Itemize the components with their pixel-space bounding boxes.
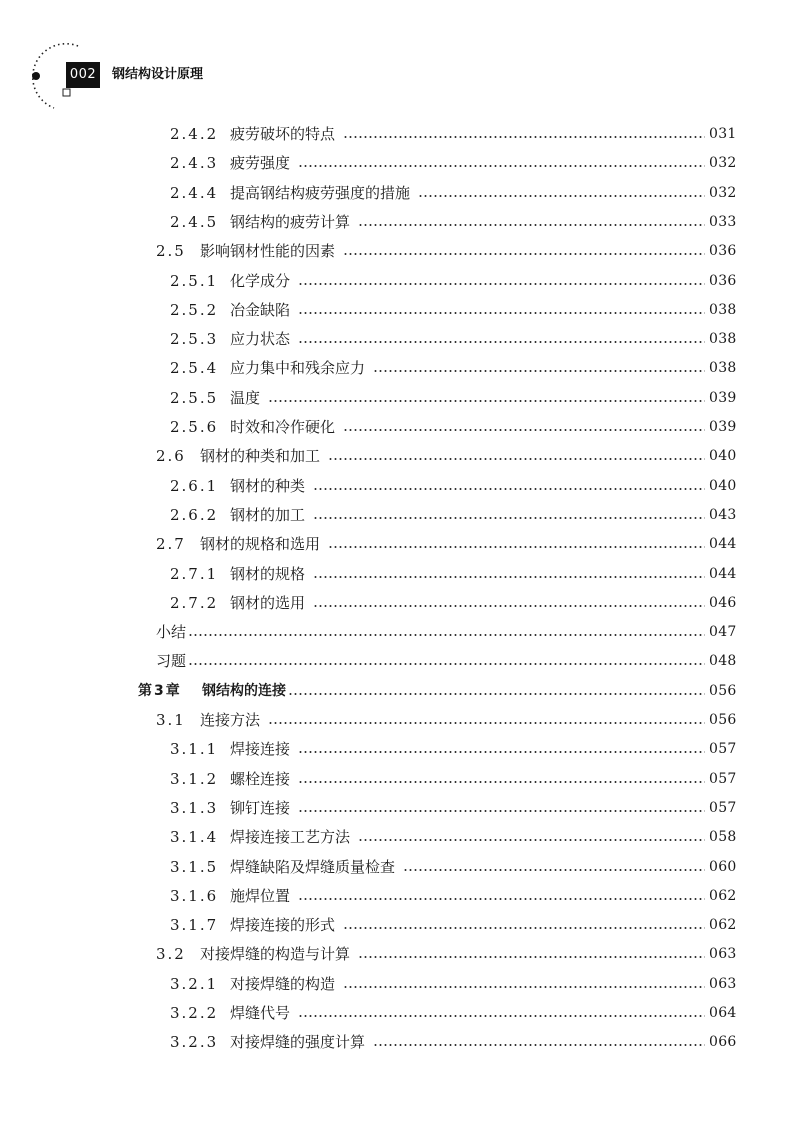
toc-entry-page: 057	[709, 741, 737, 757]
toc-entry-title: 焊接连接工艺方法	[230, 828, 351, 846]
toc-entry-number: 2.4.4	[170, 184, 219, 202]
toc-entry-page: 062	[709, 917, 737, 933]
toc-entry[interactable]	[170, 181, 735, 205]
toc-entry[interactable]	[170, 1030, 735, 1054]
toc-entry-page: 060	[709, 859, 737, 875]
toc-entry-number: 2.7.1	[170, 565, 219, 583]
toc-entry-title: 钢材的规格	[230, 565, 306, 583]
toc-entry-page: 040	[709, 478, 737, 494]
toc-entry-page: 062	[709, 888, 737, 904]
page-header	[0, 0, 790, 110]
toc-entry-number: 2.4.2	[170, 125, 219, 143]
toc-entry-page: 058	[709, 829, 737, 845]
toc-entry-title: 小结	[156, 623, 187, 641]
toc-entry-page: 039	[709, 390, 737, 406]
toc-entry-page: 063	[709, 946, 737, 962]
dot-leader	[298, 796, 705, 820]
toc-entry-page: 063	[709, 976, 737, 992]
toc-entry-title: 钢材的种类和加工	[200, 447, 321, 465]
toc-entry-number: 2.6.1	[170, 477, 219, 495]
toc-entry[interactable]	[170, 825, 735, 849]
toc-entry[interactable]	[170, 503, 735, 527]
toc-entry-page: 064	[709, 1005, 737, 1021]
dot-leader	[328, 444, 705, 468]
dot-leader	[298, 298, 705, 322]
toc-entry-number: 2.5.4	[170, 359, 219, 377]
dot-leader	[268, 386, 705, 410]
toc-entry[interactable]	[170, 737, 735, 761]
dot-leader	[298, 1001, 705, 1025]
toc-entry-title: 时效和冷作硬化	[230, 418, 336, 436]
toc-entry-number: 3.1.3	[170, 799, 219, 817]
toc-entry-number: 2.7	[156, 535, 186, 553]
dot-leader	[328, 532, 705, 556]
dot-leader	[313, 591, 705, 615]
dot-leader	[403, 855, 705, 879]
toc-entry[interactable]	[170, 122, 735, 146]
toc-entry-page: 036	[709, 243, 737, 259]
toc-entry-title: 连接方法	[200, 711, 261, 729]
toc-entry-title: 对接焊缝的强度计算	[230, 1033, 366, 1051]
toc-entry-number: 2.4.3	[170, 154, 219, 172]
toc-entry-number: 3.1.6	[170, 887, 219, 905]
dot-leader	[288, 679, 705, 703]
toc-entry-page: 036	[709, 273, 737, 289]
toc-entry-title: 螺栓连接	[230, 770, 291, 788]
toc-entry-number: 3.1.7	[170, 916, 219, 934]
toc-entry[interactable]	[170, 972, 735, 996]
toc-entry-title: 施焊位置	[230, 887, 291, 905]
dot-leader	[358, 942, 705, 966]
toc-entry[interactable]	[170, 386, 735, 410]
toc-entry[interactable]	[170, 415, 735, 439]
dot-leader	[358, 210, 705, 234]
dot-leader	[418, 181, 705, 205]
toc-entry[interactable]	[156, 444, 735, 468]
toc-entry-page: 048	[709, 653, 737, 669]
toc-entry-title: 疲劳破坏的特点	[230, 125, 336, 143]
book-title: 钢结构设计原理	[112, 67, 204, 82]
toc-entry-title: 焊接连接的形式	[230, 916, 336, 934]
dot-leader	[298, 269, 705, 293]
toc-entry-page: 038	[709, 331, 737, 347]
toc-entry[interactable]	[170, 855, 735, 879]
dot-leader	[343, 972, 705, 996]
toc-entry-number: 2.5	[156, 242, 186, 260]
bullet-dot	[32, 72, 40, 80]
toc-entry[interactable]	[170, 269, 735, 293]
toc-entry-number: 3.1.2	[170, 770, 219, 788]
toc-entry-page: 057	[709, 771, 737, 787]
toc-entry-title: 焊缝缺陷及焊缝质量检查	[230, 858, 396, 876]
toc-entry-number: 2.5.6	[170, 418, 219, 436]
dotted-arc-ornament	[0, 0, 110, 110]
dot-leader	[343, 239, 705, 263]
toc-entry-page: 056	[709, 712, 737, 728]
toc-entry[interactable]	[170, 474, 735, 498]
toc-entry-number: 第3章	[138, 683, 182, 699]
dot-leader	[188, 620, 705, 644]
toc-entry[interactable]	[138, 679, 735, 703]
toc-entry[interactable]	[156, 942, 735, 966]
dot-leader	[298, 327, 705, 351]
dot-leader	[298, 151, 705, 175]
dot-leader	[298, 737, 705, 761]
toc-entry[interactable]	[170, 1001, 735, 1025]
toc-entry-number: 2.7.2	[170, 594, 219, 612]
toc-entry-title: 疲劳强度	[230, 154, 291, 172]
toc-entry-number: 3.2.1	[170, 975, 219, 993]
toc-entry[interactable]	[156, 708, 735, 732]
toc-entry-number: 2.5.1	[170, 272, 219, 290]
toc-entry[interactable]	[170, 884, 735, 908]
toc-entry-title: 应力状态	[230, 330, 291, 348]
toc-entry-page: 066	[709, 1034, 737, 1050]
toc-entry[interactable]	[170, 591, 735, 615]
toc-entry[interactable]	[170, 327, 735, 351]
toc-entry-title: 焊缝代号	[230, 1004, 291, 1022]
toc-entry-page: 031	[709, 126, 737, 142]
dot-leader	[268, 708, 705, 732]
dot-leader	[343, 122, 705, 146]
toc-entry-number: 3.1	[156, 711, 186, 729]
toc-entry-number: 3.2.3	[170, 1033, 219, 1051]
toc-entry[interactable]	[156, 649, 735, 673]
toc-entry-title: 钢结构的连接	[202, 683, 286, 699]
toc-entry-number: 2.5.3	[170, 330, 219, 348]
dot-leader	[313, 474, 705, 498]
dot-leader	[298, 884, 705, 908]
toc-entry-number: 3.2.2	[170, 1004, 219, 1022]
toc-entry-page: 032	[709, 185, 737, 201]
toc-entry-title: 影响钢材性能的因素	[200, 242, 336, 260]
toc-entry-title: 习题	[156, 652, 187, 670]
toc-entry-number: 3.1.5	[170, 858, 219, 876]
dot-leader	[373, 1030, 705, 1054]
toc-entry-title: 钢材的选用	[230, 594, 306, 612]
toc-entry-page: 033	[709, 214, 737, 230]
toc-entry[interactable]	[170, 210, 735, 234]
toc-entry[interactable]	[170, 298, 735, 322]
toc-entry-page: 032	[709, 155, 737, 171]
dot-leader	[358, 825, 705, 849]
toc-entry[interactable]	[170, 151, 735, 175]
toc-entry-page: 044	[709, 566, 737, 582]
toc-entry-number: 3.1.4	[170, 828, 219, 846]
toc-entry-title: 钢材的种类	[230, 477, 306, 495]
toc-entry[interactable]	[170, 562, 735, 586]
page-number: 002	[66, 62, 100, 88]
toc-entry-title: 应力集中和残余应力	[230, 359, 366, 377]
toc-entry-page: 038	[709, 360, 737, 376]
toc-entry-title: 钢材的规格和选用	[200, 535, 321, 553]
toc-entry-title: 温度	[230, 389, 261, 407]
toc-entry-number: 2.5.2	[170, 301, 219, 319]
toc-entry-title: 冶金缺陷	[230, 301, 291, 319]
toc-entry[interactable]	[156, 239, 735, 263]
toc-entry-number: 3.2	[156, 945, 186, 963]
toc-entry-title: 钢材的加工	[230, 506, 306, 524]
toc-entry-page: 046	[709, 595, 737, 611]
toc-entry-title: 对接焊缝的构造	[230, 975, 336, 993]
toc-entry[interactable]	[170, 796, 735, 820]
toc-entry[interactable]	[170, 356, 735, 380]
toc-entry-title: 焊接连接	[230, 740, 291, 758]
toc-entry-title: 铆钉连接	[230, 799, 291, 817]
toc-entry-page: 057	[709, 800, 737, 816]
toc-entry-title: 提高钢结构疲劳强度的措施	[230, 184, 411, 202]
toc-entry-page: 056	[709, 683, 737, 699]
dot-leader	[373, 356, 705, 380]
toc-entry-title: 化学成分	[230, 272, 291, 290]
toc-entry[interactable]	[170, 767, 735, 791]
toc-entry[interactable]	[170, 913, 735, 937]
toc-entry-number: 2.6.2	[170, 506, 219, 524]
dot-leader	[343, 415, 705, 439]
dot-leader	[343, 913, 705, 937]
toc-entry-number: 3.1.1	[170, 740, 219, 758]
toc-entry-page: 038	[709, 302, 737, 318]
dot-leader	[313, 503, 705, 527]
toc-entry-page: 043	[709, 507, 737, 523]
toc-entry-title: 对接焊缝的构造与计算	[200, 945, 351, 963]
dot-leader	[188, 649, 705, 673]
dot-leader	[298, 767, 705, 791]
toc-entry[interactable]	[156, 620, 735, 644]
toc-entry-title: 钢结构的疲劳计算	[230, 213, 351, 231]
toc-entry-number: 2.4.5	[170, 213, 219, 231]
toc-entry-page: 039	[709, 419, 737, 435]
small-square-ornament	[63, 89, 70, 96]
toc-entry-page: 044	[709, 536, 737, 552]
toc-entry-number: 2.5.5	[170, 389, 219, 407]
dot-leader	[313, 562, 705, 586]
toc-entry-page: 040	[709, 448, 737, 464]
toc-entry-page: 047	[709, 624, 737, 640]
toc-entry[interactable]	[156, 532, 735, 556]
toc-entry-number: 2.6	[156, 447, 186, 465]
